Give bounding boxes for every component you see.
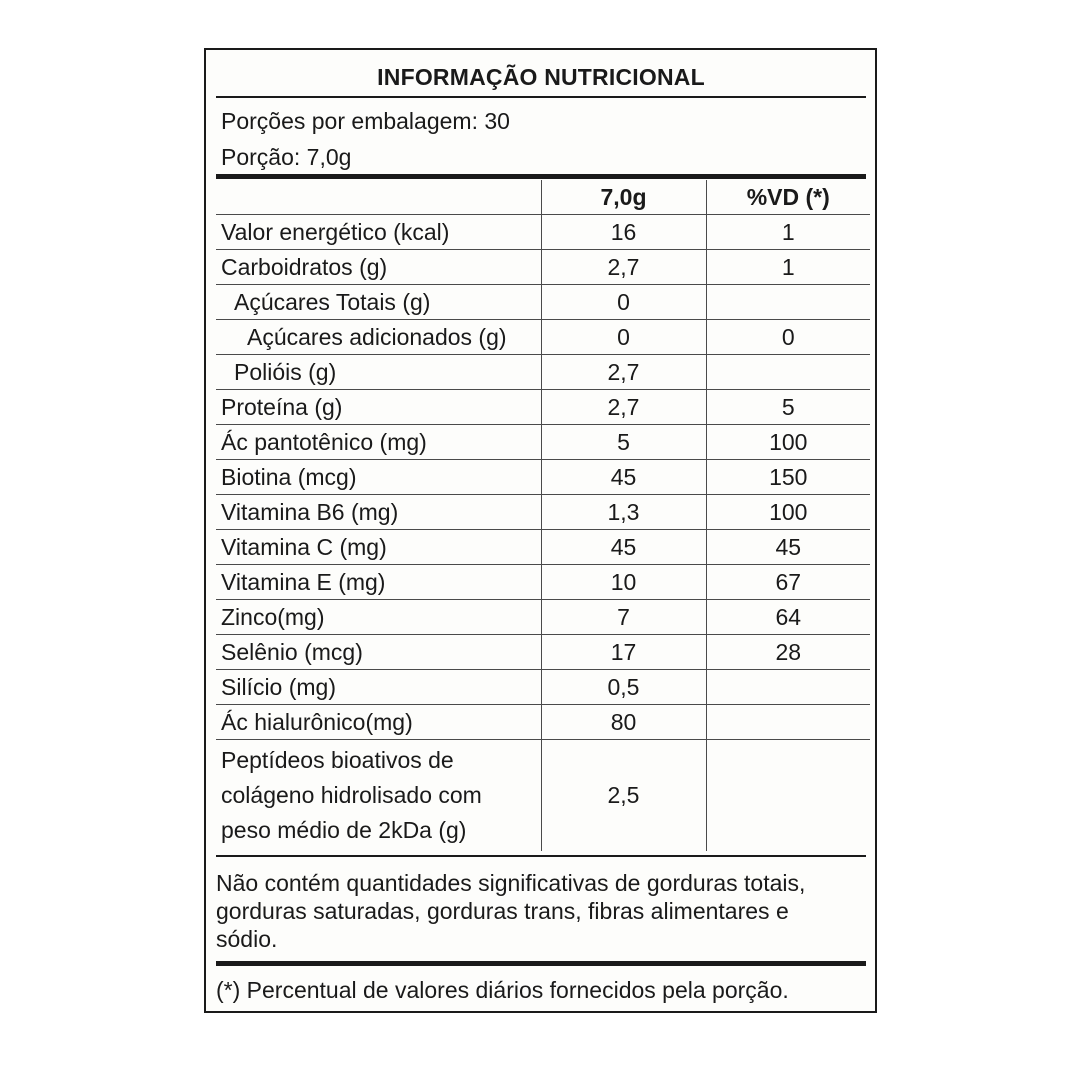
nutrient-amount: 0 <box>541 320 706 355</box>
table-row <box>216 670 870 705</box>
nutrient-daily-value: 1 <box>706 250 870 285</box>
nutrient-daily-value <box>706 740 870 852</box>
nutrient-name: Carboidratos (g) <box>216 250 541 285</box>
note-line: Não contém quantidades significativas de gorduras totais, <box>216 870 806 896</box>
nutrient-daily-value: 5 <box>706 390 870 425</box>
nutrient-amount: 2,5 <box>541 740 706 852</box>
nutrient-daily-value <box>706 355 870 390</box>
nutrition-facts-panel <box>204 48 877 1013</box>
nutrient-daily-value: 64 <box>706 600 870 635</box>
nutrient-amount: 17 <box>541 635 706 670</box>
nutrient-name: Valor energético (kcal) <box>216 215 541 250</box>
serving-divider <box>216 174 866 179</box>
nutrient-daily-value <box>706 670 870 705</box>
table-row <box>216 425 870 460</box>
table-row <box>216 705 870 740</box>
table-row <box>216 565 870 600</box>
nutrient-daily-value: 1 <box>706 215 870 250</box>
nutrient-amount: 1,3 <box>541 495 706 530</box>
table-row <box>216 530 870 565</box>
table-row <box>216 460 870 495</box>
nutrient-amount: 0 <box>541 285 706 320</box>
table-row <box>216 285 870 320</box>
nutrient-daily-value <box>706 285 870 320</box>
nutrient-name-line: peso médio de 2kDa (g) <box>221 817 467 843</box>
title-divider <box>216 96 866 98</box>
nutrient-amount: 10 <box>541 565 706 600</box>
table-row <box>216 495 870 530</box>
table-bottom-divider <box>216 855 866 857</box>
nutrient-name: Açúcares adicionados (g) <box>216 320 541 355</box>
nutrient-amount: 45 <box>541 530 706 565</box>
note-line: sódio. <box>216 926 278 952</box>
nutrient-name: Ác pantotênico (mg) <box>216 425 541 460</box>
nutrient-daily-value <box>706 705 870 740</box>
not-significant-note <box>216 869 866 953</box>
nutrient-amount: 7 <box>541 600 706 635</box>
nutrient-name: Ác hialurônico(mg) <box>216 705 541 740</box>
label-title: INFORMAÇÃO NUTRICIONAL <box>377 64 705 90</box>
table-row <box>216 740 870 852</box>
nutrient-amount: 5 <box>541 425 706 460</box>
nutrient-daily-value: 45 <box>706 530 870 565</box>
header-nutrient <box>216 180 541 215</box>
table-row <box>216 215 870 250</box>
servings-per-package: Porções por embalagem: 30 <box>221 108 510 134</box>
nutrient-name: Vitamina B6 (mg) <box>216 495 541 530</box>
nutrient-daily-value: 28 <box>706 635 870 670</box>
nutrient-daily-value: 150 <box>706 460 870 495</box>
nutrient-amount: 80 <box>541 705 706 740</box>
nutrient-name: Biotina (mcg) <box>216 460 541 495</box>
nutrient-name-line: colágeno hidrolisado com <box>221 782 482 808</box>
header-amount: 7,0g <box>541 180 706 215</box>
table-header-row <box>216 180 870 215</box>
nutrient-name: Açúcares Totais (g) <box>216 285 541 320</box>
footnote-divider <box>216 961 866 966</box>
nutrient-amount: 2,7 <box>541 250 706 285</box>
nutrient-daily-value: 100 <box>706 495 870 530</box>
nutrition-table <box>216 180 870 851</box>
table-row <box>216 250 870 285</box>
nutrient-daily-value: 100 <box>706 425 870 460</box>
table-row <box>216 600 870 635</box>
header-daily-value: %VD (*) <box>706 180 870 215</box>
nutrition-facts-content <box>216 50 866 1011</box>
nutrient-daily-value: 67 <box>706 565 870 600</box>
nutrient-amount: 0,5 <box>541 670 706 705</box>
nutrient-amount: 16 <box>541 215 706 250</box>
nutrient-name <box>216 740 541 852</box>
nutrient-name-line: Peptídeos bioativos de <box>221 747 454 773</box>
nutrient-name: Vitamina E (mg) <box>216 565 541 600</box>
table-row <box>216 355 870 390</box>
table-row <box>216 635 870 670</box>
table-row <box>216 390 870 425</box>
nutrient-name: Polióis (g) <box>216 355 541 390</box>
note-line: gorduras saturadas, gorduras trans, fibras alimentares e <box>216 898 789 924</box>
nutrient-daily-value: 0 <box>706 320 870 355</box>
nutrient-amount: 2,7 <box>541 355 706 390</box>
nutrient-name: Vitamina C (mg) <box>216 530 541 565</box>
nutrient-name: Proteína (g) <box>216 390 541 425</box>
nutrient-name: Selênio (mcg) <box>216 635 541 670</box>
nutrient-amount: 2,7 <box>541 390 706 425</box>
daily-value-footnote: (*) Percentual de valores diários fornecidos pela porção. <box>216 977 789 1003</box>
nutrient-name: Zinco(mg) <box>216 600 541 635</box>
table-row <box>216 320 870 355</box>
nutrient-name: Silício (mg) <box>216 670 541 705</box>
serving-size: Porção: 7,0g <box>221 144 352 170</box>
nutrient-amount: 45 <box>541 460 706 495</box>
